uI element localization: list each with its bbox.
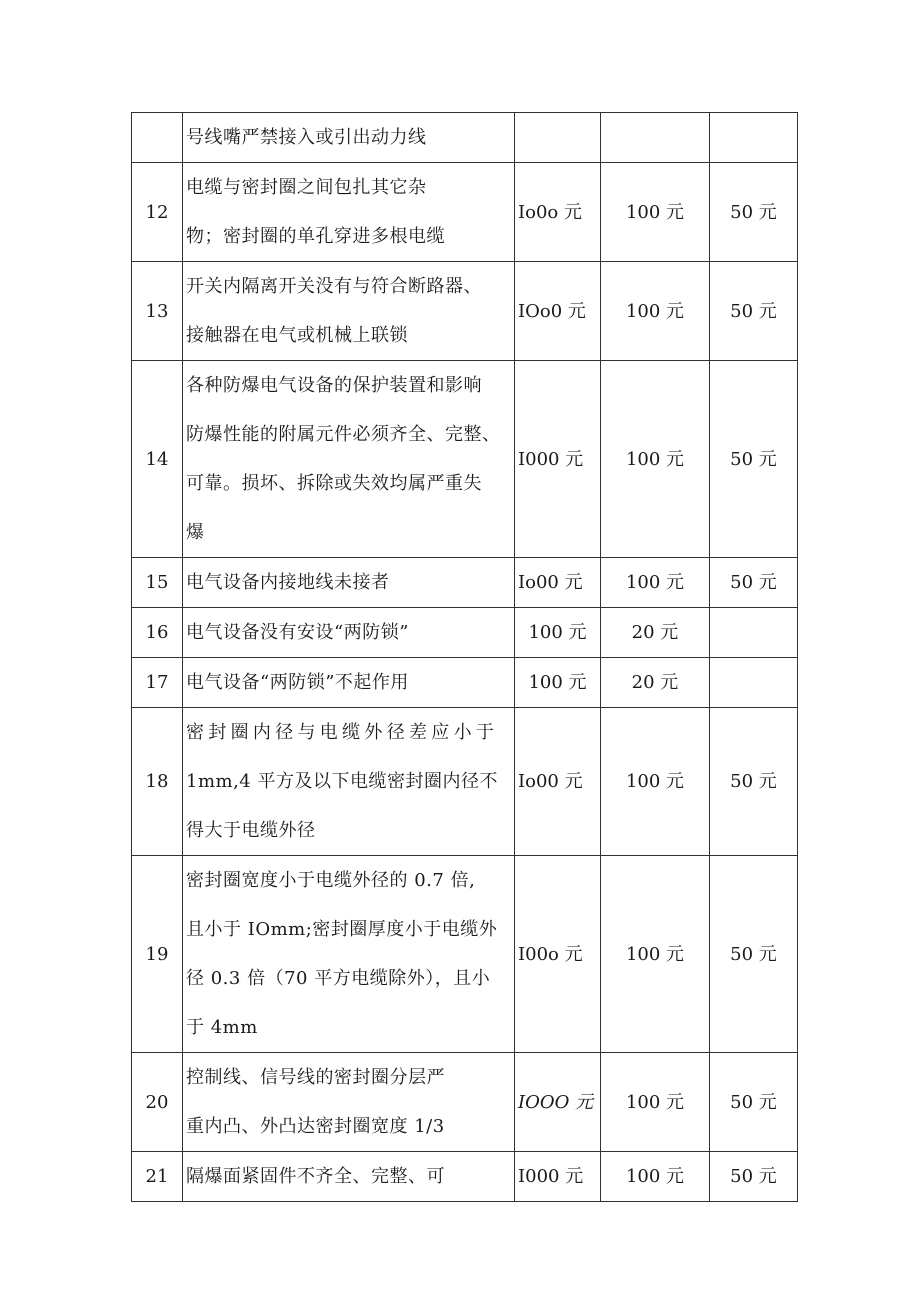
penalty-amount-b: 20 元 — [601, 658, 710, 708]
row-number: 17 — [132, 658, 183, 708]
table-row — [132, 113, 798, 163]
violation-description — [183, 113, 515, 163]
description-line: 密封圈内径与电缆外径差应小于 — [186, 722, 499, 743]
penalty-amount-a: 100 元 — [515, 608, 601, 658]
description-line: 径 0.3 倍（70 平方电缆除外），且小 — [186, 968, 491, 989]
penalty-amount-b: 100 元 — [601, 558, 710, 608]
description-line: 隔爆面紧固件不齐全、完整、可 — [186, 1166, 445, 1187]
table-row — [132, 608, 798, 658]
description-line: 电缆与密封圈之间包扎其它杂 — [186, 177, 427, 198]
penalty-amount-a: Io00 元 — [515, 708, 601, 856]
description-line: 重内凸、外凸达密封圈宽度 1/3 — [186, 1116, 445, 1137]
penalty-amount-a: 100 元 — [515, 658, 601, 708]
penalty-amount-c — [710, 608, 798, 658]
description-line: 可靠。损坏、拆除或失效均属严重失 — [186, 473, 482, 494]
penalty-amount-c: 50 元 — [710, 558, 798, 608]
penalty-amount-a: Io00 元 — [515, 558, 601, 608]
row-number: 19 — [132, 856, 183, 1053]
violation-description — [183, 361, 515, 558]
row-number: 15 — [132, 558, 183, 608]
penalty-amount-c: 50 元 — [710, 708, 798, 856]
description-line: 电气设备“两防锁”不起作用 — [186, 672, 409, 693]
violation-description — [183, 658, 515, 708]
penalty-amount-c: 50 元 — [710, 856, 798, 1053]
violation-description — [183, 558, 515, 608]
description-line: 控制线、信号线的密封圈分层严 — [186, 1067, 445, 1088]
penalty-amount-b: 100 元 — [601, 856, 710, 1053]
description-line: 密封圈宽度小于电缆外径的 0.7 倍, — [186, 870, 476, 891]
table-row — [132, 1053, 798, 1152]
violation-description — [183, 708, 515, 856]
description-line: 防爆性能的附属元件必须齐全、完整、 — [186, 424, 501, 445]
violation-description — [183, 1152, 515, 1202]
penalty-amount-c — [710, 113, 798, 163]
penalty-amount-b: 100 元 — [601, 163, 710, 262]
description-line: 得大于电缆外径 — [186, 820, 316, 841]
description-line: 爆 — [186, 522, 205, 543]
row-number: 14 — [132, 361, 183, 558]
table-row — [132, 1152, 798, 1202]
description-line: 号线嘴严禁接入或引出动力线 — [186, 127, 427, 148]
description-line: 且小于 IOmm;密封圈厚度小于电缆外 — [186, 919, 498, 940]
penalty-table — [131, 112, 798, 1202]
table-row — [132, 708, 798, 856]
penalty-amount-c — [710, 658, 798, 708]
table-row — [132, 163, 798, 262]
violation-description — [183, 856, 515, 1053]
row-number: 16 — [132, 608, 183, 658]
violation-description — [183, 608, 515, 658]
violation-description — [183, 1053, 515, 1152]
penalty-amount-a — [515, 113, 601, 163]
row-number — [132, 113, 183, 163]
description-line: 1mm,4 平方及以下电缆密封圈内径不 — [186, 771, 498, 792]
description-line: 电气设备没有安设“两防锁” — [186, 622, 409, 643]
table-row — [132, 262, 798, 361]
row-number: 12 — [132, 163, 183, 262]
row-number: 13 — [132, 262, 183, 361]
penalty-amount-b: 100 元 — [601, 1053, 710, 1152]
violation-description — [183, 163, 515, 262]
penalty-amount-c: 50 元 — [710, 262, 798, 361]
penalty-amount-a: IOo0 元 — [515, 262, 601, 361]
penalty-amount-a: I00o 元 — [515, 856, 601, 1053]
row-number: 21 — [132, 1152, 183, 1202]
penalty-amount-b: 100 元 — [601, 262, 710, 361]
table-row — [132, 558, 798, 608]
row-number: 18 — [132, 708, 183, 856]
description-line: 物；密封圈的单孔穿进多根电缆 — [186, 226, 445, 247]
penalty-amount-c: 50 元 — [710, 163, 798, 262]
description-line: 各种防爆电气设备的保护装置和影响 — [186, 375, 482, 396]
penalty-amount-c: 50 元 — [710, 1053, 798, 1152]
description-line: 接触器在电气或机械上联锁 — [186, 325, 408, 346]
penalty-amount-b — [601, 113, 710, 163]
penalty-amount-b: 20 元 — [601, 608, 710, 658]
penalty-amount-c: 50 元 — [710, 361, 798, 558]
penalty-amount-a: I000 元 — [515, 1152, 601, 1202]
row-number: 20 — [132, 1053, 183, 1152]
penalty-amount-c: 50 元 — [710, 1152, 798, 1202]
description-line: 于 4mm — [186, 1017, 258, 1038]
table-row — [132, 658, 798, 708]
penalty-amount-a: IOOO 元 — [515, 1053, 601, 1152]
penalty-amount-b: 100 元 — [601, 361, 710, 558]
description-line: 开关内隔离开关没有与符合断路器、 — [186, 276, 482, 297]
penalty-amount-a: Io0o 元 — [515, 163, 601, 262]
description-line: 电气设备内接地线未接者 — [186, 572, 390, 593]
penalty-amount-b: 100 元 — [601, 708, 710, 856]
violation-description — [183, 262, 515, 361]
penalty-amount-b: 100 元 — [601, 1152, 710, 1202]
table-row — [132, 361, 798, 558]
penalty-amount-a: I000 元 — [515, 361, 601, 558]
table-row — [132, 856, 798, 1053]
